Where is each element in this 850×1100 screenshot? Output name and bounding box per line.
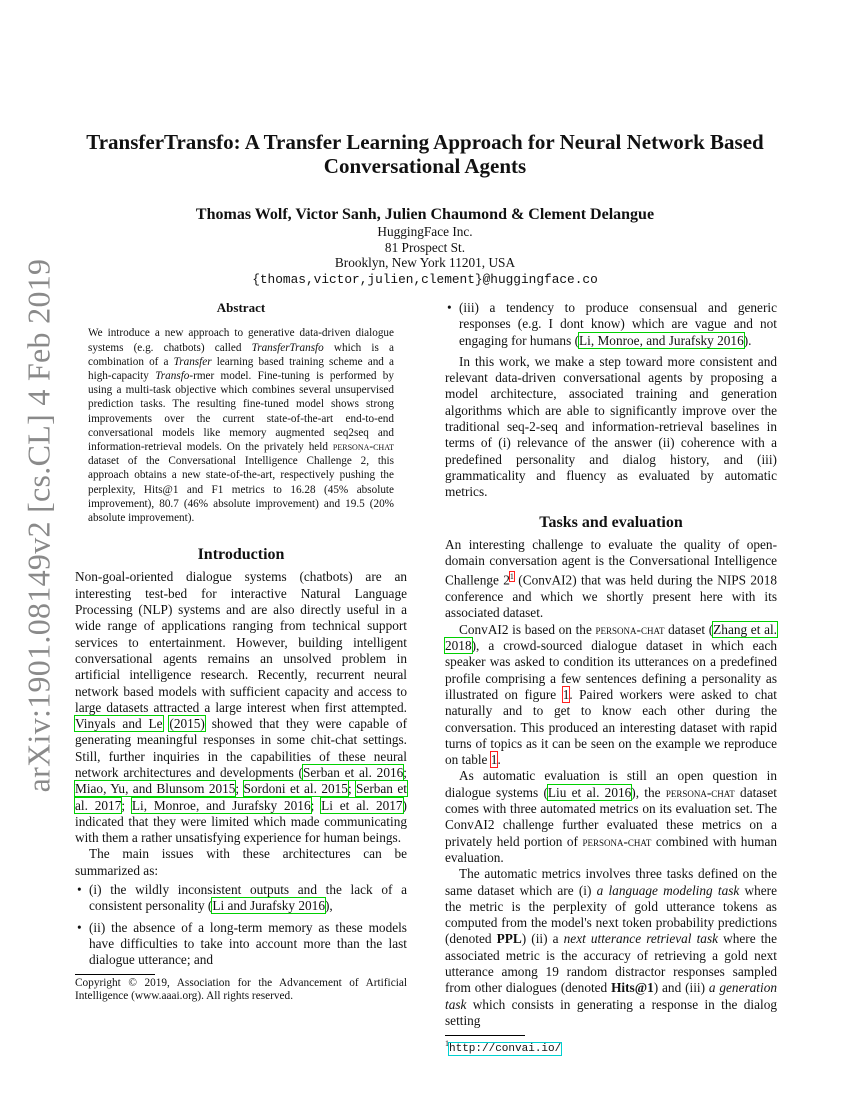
citation-link[interactable]: Sordoni et al. 2015 xyxy=(243,781,348,797)
body-paragraph: The automatic metrics involves three tasks defined on the same dataset which are (i) a language modeling task where the metric is the perplexity of gold utterance tokens as computed from the model's next token probability predictions (denoted PPL) (ii) a next utterance retrieval task where the associated metric is the accuracy of retrieving a gold next utterance among 19 random distractor responses sampled from other dialogues (denoted Hits@1) and (iii) a generation task which consists in generating a response in the dialog setting xyxy=(445,866,778,1028)
citation-link[interactable]: Miao, Yu, and Blunsom 2015 xyxy=(75,781,236,797)
body-paragraph: In this work, we make a step toward more consistent and relevant data-driven conversational agents by proposing a model architecture, associated training and generation algorithms which are able to significantly improve over the traditional seq-2-seq and information-retrieval baselines in terms of (i) relevance of the answer (ii) coherence with a predefined personality and dialog history, and (iii) grammaticality and fluency as evaluated by automatic metrics. xyxy=(445,353,777,500)
list-item: • (iii) a tendency to produce consensual and generic responses (e.g. I dont know) which are vague and not engaging for humans (Li, Monroe, and Jurafsky 2016). xyxy=(447,300,777,348)
citation-link[interactable]: Serban et al. 2016 xyxy=(302,765,404,780)
tasks-evaluation-heading: Tasks and evaluation xyxy=(539,513,683,531)
citation-link[interactable]: Vinyals and Le xyxy=(75,716,163,732)
intro-paragraph: Non-goal-oriented dialogue systems (chatbots) are an interesting test-bed for interactive Natural Language Processing (NLP) systems and are also directly useful in a wide range of applications ranging from technical support services to entertainment. However, building intelligent conversational agents remains an unsolved problem in artificial intelligence research. Recently, recurrent neural network based models with sufficient capacity and access to large datasets attracted a large interest when first attempted. Vinyals and Le (2015) showed that they were capable of generating meaningful responses in some chit-chat settings. Still, further inquiries in the capabilities of these neural network architectures and developments (Serban et al. 2016; Miao, Yu, and Blunsom 2015; Sordoni et al. 2015; Serban et al. 2017; Li, Monroe, and Jurafsky 2016; Li et al. 2017) indicated that they were limited which made communicating with them a rather unsatisfying experience for human beings. xyxy=(75,569,408,846)
list-item: • (ii) the absence of a long-term memory as these models have difficulties to take into account more than the last dialogue utterance; and xyxy=(77,919,407,968)
footnote: $^1$http://convai.io/ xyxy=(445,1039,562,1055)
bullet-icon: • xyxy=(77,919,82,935)
affiliation-line: Brooklyn, New York 11201, USA xyxy=(334,255,516,270)
paper-header xyxy=(75,130,775,288)
abstract-heading: Abstract xyxy=(216,300,266,315)
abstract-text: We introduce a new approach to generative data-driven dialogue systems (e.g. chatbots) called TransferTransfo which is a combination of a Transfer learning based training scheme and a high-capacity Transfo-rmer model. Fine-tuning is performed by using a multi-task objective which combines several unsupervised prediction tasks. The resulting fine-tuned model shows strong improvements over the current state-of-the-art end-to-end conversational models like memory augmented seq2seq and information-retrieval models. On the privately held persona-chat dataset of the Conversational Intelligence Challenge 2, this approach obtains a new state-of-the-art, respectively pushing the perplexity, Hits@1 and F1 metrics to 16.28 (45% absolute improvement), 80.7 (46% absolute improvement) and 19.5 (20% absolute improvement). xyxy=(88,327,394,524)
citation-link[interactable]: Li et al. 2017 xyxy=(321,797,403,813)
issues-list xyxy=(75,882,407,968)
introduction-heading: Introduction xyxy=(197,546,285,564)
paper-title: TransferTransfo: A Transfer Learning Approach for Neural Network Based Conversational Agents xyxy=(86,130,764,178)
bullet-icon: • xyxy=(77,882,82,898)
citation-link[interactable]: Zhang et al. 2018 xyxy=(445,621,777,654)
figure-ref-link[interactable]: 1 xyxy=(562,686,570,702)
body-paragraph: ConvAI2 is based on the persona-chat dataset (Zhang et al. 2018), a crowd-sourced dialogue dataset in which each speaker was asked to condition its utterances on a predefined profile comprising a few sentences defining a personality as illustrated on figure 1. Paired workers were asked to chat naturally and to get to know each other during the conversation. This produced an interesting dataset with rapid turns of topics as it can be seen on the example we reproduce on table 1. xyxy=(445,621,777,768)
footnote-url-link[interactable]: http://convai.io/ xyxy=(449,1042,562,1055)
author-list: Thomas Wolf, Victor Sanh, Julien Chaumond & Clement Delangue xyxy=(195,206,655,223)
author-emails: {thomas,victor,julien,clement}@huggingface.co xyxy=(252,271,598,287)
affiliation-line: 81 Prospect St. xyxy=(384,239,466,255)
citation-link[interactable]: (2015) xyxy=(169,716,205,732)
body-paragraph: An interesting challenge to evaluate the quality of open-domain conversation agent is the Conversational Intelligence Challenge $2^1$ (ConvAI2) that was held during the NIPS 2018 conference and which we shortly present here with its associated dataset. xyxy=(445,536,777,621)
left-column xyxy=(75,300,407,1004)
issues-list-continued xyxy=(445,300,777,349)
arxiv-identifier: arXiv:1901.08149v2 [cs.CL] 4 Feb 2019 xyxy=(20,258,57,792)
citation-link[interactable]: Liu et al. 2016 xyxy=(547,784,632,800)
citation-link[interactable]: Li, Monroe, and Jurafsky 2016 xyxy=(131,797,311,813)
citation-link[interactable]: Serban et al. 2017 xyxy=(75,781,407,813)
right-column xyxy=(445,300,777,1057)
affiliation-line: HuggingFace Inc. xyxy=(377,224,473,239)
citation-link[interactable]: Li and Jurafsky 2016 xyxy=(212,898,325,914)
table-ref-link[interactable]: 1 xyxy=(490,752,498,768)
list-item: • (i) the wildly inconsistent outputs and the lack of a consistent personality (Li and Jurafsky 2016), xyxy=(77,882,407,914)
copyright-notice: Copyright © 2019, Association for the Advancement of Artificial Intelligence (www.aaai.org). All rights reserved. xyxy=(75,976,407,1003)
citation-link[interactable]: Li, Monroe, and Jurafsky 2016 xyxy=(579,332,744,348)
body-paragraph: As automatic evaluation is still an open question in dialogue systems (Liu et al. 2016), the persona-chat dataset comes with three automated metrics on its evaluation set. The ConvAI2 challenge further evaluated these metrics on a privately held portion of persona-chat combined with human evaluation. xyxy=(445,768,777,865)
bullet-icon: • xyxy=(447,300,452,315)
intro-paragraph: The main issues with these architectures can be summarized as: xyxy=(75,846,407,878)
footnote-link[interactable]: 1 xyxy=(509,572,514,582)
